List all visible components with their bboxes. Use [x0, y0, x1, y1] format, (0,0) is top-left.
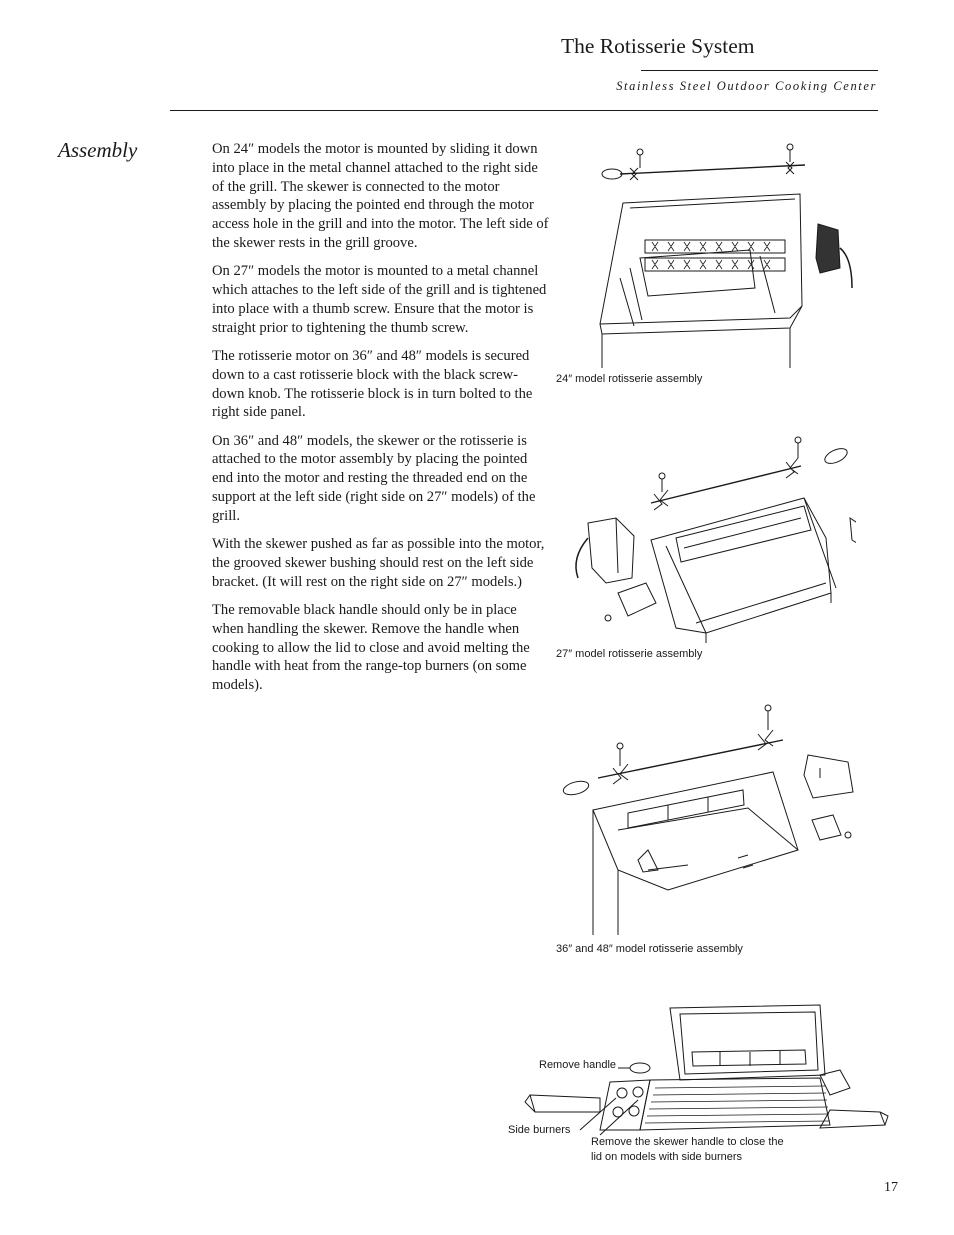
paragraph-24-model: On 24″ models the motor is mounted by sliding it down into place in the metal channel attached to the right side of the grill. The skewer is connected to the motor assembly by placing the pointed end through the motor access hole in the grill and into the motor. The left side of the skewer rests in the grill groove. [212, 141, 549, 251]
label-remove-handle: Remove handle [539, 1059, 617, 1071]
figure-side-burners-caption-line-2: lid on models with side burners [591, 1151, 743, 1163]
figure-36-48-caption: 36″ and 48″ model rotisserie assembly [556, 943, 743, 955]
figure-24-caption: 24″ model rotisserie assembly [556, 373, 703, 385]
page-title: The Rotisserie System [561, 34, 755, 58]
body-text [212, 140, 550, 705]
figure-27-model-illustration [556, 428, 856, 643]
page-subtitle: Stainless Steel Outdoor Cooking Center [616, 79, 877, 93]
figure-27-caption: 27″ model rotisserie assembly [556, 648, 703, 660]
paragraph-36-48-motor: The rotisserie motor on 36″ and 48″ models is secured down to a cast rotisserie block with the black screw-down knob. The rotisserie block is in turn bolted to the right side panel. [212, 347, 533, 421]
figure-36-48-model-illustration [558, 700, 858, 935]
label-side-burners: Side burners [508, 1124, 571, 1136]
paragraph-27-model: On 27″ models the motor is mounted to a metal channel which attaches to the left side of the grill and is tightened into place with a thumb screw. Ensure that the motor is straight prior to tightening the thumb screw. [212, 263, 547, 336]
section-heading: Assembly [58, 138, 138, 162]
header-rule-short [641, 70, 878, 71]
paragraph-removable-handle: The removable black handle should only be in place when handling the skewer. Remove the handle when cooking to allow the lid to close and avoid melting the handle with heat from the range-top burners (on some models). [212, 602, 530, 694]
figure-side-burners-caption-line-1: Remove the skewer handle to close the [591, 1136, 784, 1148]
page-number: 17 [884, 1180, 898, 1195]
header-rule-long [170, 110, 878, 111]
paragraph-skewer-bushing: With the skewer pushed as far as possible into the motor, the grooved skewer bushing should rest on the left side bracket. (It will rest on the right side on 27″ models.) [212, 536, 545, 590]
paragraph-36-48-skewer: On 36″ and 48″ models, the skewer or the rotisserie is attached to the motor assembly by placing the pointed end into the motor and resting the threaded end on the support at the left side (right side on 27″ models) of the grill. [212, 432, 536, 524]
figure-24-model-illustration [590, 138, 870, 368]
figure-side-burners-illustration [520, 1000, 900, 1150]
